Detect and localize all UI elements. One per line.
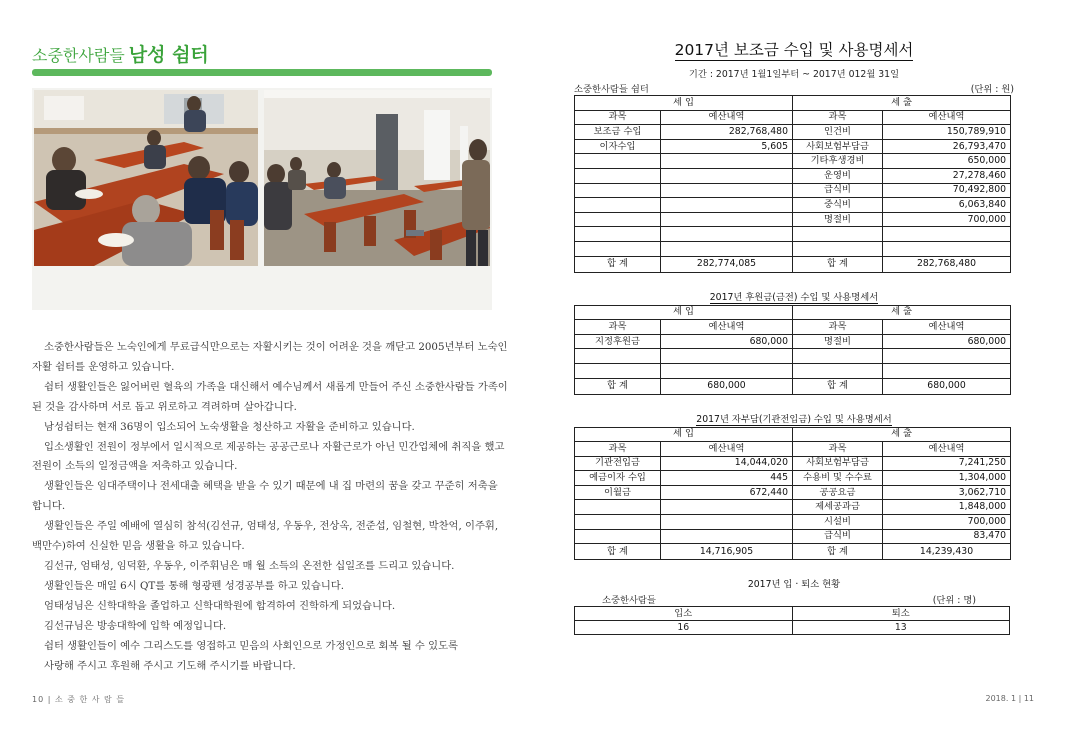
expense-item: 급식비 [793, 183, 883, 198]
table-row [575, 168, 1011, 183]
income-amount [661, 227, 793, 242]
expense-amount: 700,000 [883, 212, 1011, 227]
expense-total-label: 합 계 [793, 544, 883, 560]
statement-meta [574, 81, 1014, 95]
left-page [32, 40, 508, 672]
income-amount: 5,605 [661, 139, 793, 154]
income-item [575, 500, 661, 515]
income-amount [661, 168, 793, 183]
donation-ledger-table [574, 305, 1011, 395]
expense-item: 명절비 [793, 334, 883, 349]
ledger-header-expense: 세 출 [793, 96, 1011, 111]
table-row [575, 227, 1011, 242]
expense-amount: 83,470 [883, 529, 1011, 544]
statement-org: 소중한사람들 쉼터 [574, 84, 649, 95]
ledger-col-budget: 예산내역 [883, 442, 1011, 457]
table-row [575, 125, 1011, 140]
article-line: 소중한사람들은 노숙인에게 무료급식만으로는 자활시키는 것이 어려운 것을 깨닫고 2005년부터 노숙인 [44, 341, 508, 353]
dining-photo-left [34, 90, 258, 266]
table-row [575, 198, 1011, 213]
expense-amount: 27,278,460 [883, 168, 1011, 183]
ledger-header-row [575, 96, 1011, 111]
income-amount: 680,000 [661, 334, 793, 349]
ledger-col-item: 과목 [793, 320, 883, 335]
expense-amount: 26,793,470 [883, 139, 1011, 154]
ledger-header-expense: 세 출 [793, 427, 1011, 442]
income-item: 지정후원금 [575, 334, 661, 349]
expense-amount: 3,062,710 [883, 485, 1011, 500]
expense-amount: 700,000 [883, 515, 1011, 530]
article-line: 된 것을 감사하며 서로 돕고 위로하고 격려하며 살아갑니다. [32, 400, 297, 413]
expense-amount [883, 227, 1011, 242]
expense-item: 사회보험부담금 [793, 139, 883, 154]
ledger-col-budget: 예산내역 [883, 110, 1011, 125]
table-row [575, 500, 1011, 515]
expense-item: 시설비 [793, 515, 883, 530]
article-line: 생활인들은 매일 6시 QT를 통해 형광펜 성경공부를 하고 있습니다. [44, 579, 344, 592]
expense-item [793, 241, 883, 256]
expense-amount [883, 363, 1011, 378]
expense-item: 급식비 [793, 529, 883, 544]
ledger-header-expense: 세 출 [793, 305, 1011, 320]
article-line: 쉼터 생활인들은 잃어버린 혈육의 가족을 대신해서 예수님께서 새롭게 만들어 주신 소중한사람들 가족이 [44, 380, 508, 393]
title-underline-bar [32, 69, 492, 76]
admission-status-meta [574, 592, 1014, 606]
table-row [575, 363, 1011, 378]
table-row [575, 183, 1011, 198]
article-line: 김선규님은 방송대학에 입학 예정입니다. [44, 619, 227, 632]
income-total-label: 합 계 [575, 544, 661, 560]
income-amount: 672,440 [661, 485, 793, 500]
table-row [575, 456, 1011, 471]
admission-status-unit: (단위 : 명) [932, 595, 976, 607]
income-amount [661, 241, 793, 256]
expense-amount [883, 349, 1011, 364]
income-item: 이월금 [575, 485, 661, 500]
table-row [575, 241, 1011, 256]
ledger-col-budget: 예산내역 [661, 442, 793, 457]
statement-period: 기간 : 2017년 1월1일부터 ~ 2017년 012월 31일 [688, 69, 900, 80]
statement-title [574, 38, 1014, 60]
ledger-header-row [575, 305, 1011, 320]
ledger-header-income: 세 입 [575, 305, 793, 320]
table-row [575, 471, 1011, 486]
income-total-label: 합 계 [575, 256, 661, 272]
table-row [575, 139, 1011, 154]
ledger-column-row [575, 110, 1011, 125]
ledger-header-income: 세 입 [575, 96, 793, 111]
footer-right-page-number: 2018. 1 | 11 [985, 694, 1034, 703]
ledger-total-row [575, 378, 1011, 394]
expense-item: 중식비 [793, 198, 883, 213]
income-amount [661, 349, 793, 364]
ledger-col-item: 과목 [575, 110, 661, 125]
admission-status-table [574, 606, 1010, 635]
income-item [575, 349, 661, 364]
expense-amount: 7,241,250 [883, 456, 1011, 471]
right-page [574, 38, 1014, 635]
income-item [575, 241, 661, 256]
income-total-amount: 14,716,905 [661, 544, 793, 560]
income-item: 예금이자 수입 [575, 471, 661, 486]
title-main: 남성 쉼터 [128, 44, 209, 66]
income-item [575, 183, 661, 198]
article-body [32, 338, 508, 676]
income-item: 이자수입 [575, 139, 661, 154]
expense-item: 운영비 [793, 168, 883, 183]
expense-amount: 650,000 [883, 154, 1011, 169]
income-amount: 14,044,020 [661, 456, 793, 471]
donation-statement-title [574, 289, 1014, 305]
income-amount: 282,768,480 [661, 125, 793, 140]
expense-total-amount: 14,239,430 [883, 544, 1011, 560]
expense-item [793, 227, 883, 242]
statement-unit: (단위 : 원) [970, 84, 1014, 95]
income-amount [661, 183, 793, 198]
title-prefix: 소중한사람들 [32, 46, 125, 65]
income-item [575, 168, 661, 183]
income-amount: 445 [661, 471, 793, 486]
ledger-total-row [575, 544, 1011, 560]
expense-item: 사회보험부담금 [793, 456, 883, 471]
article-line: 엄태성님은 신학대학을 졸업하고 신학대학원에 합격하여 진학하게 되었습니다. [44, 599, 396, 612]
income-item [575, 515, 661, 530]
table-row [575, 529, 1011, 544]
self-funding-ledger-table [574, 427, 1011, 561]
ledger-header-income: 세 입 [575, 427, 793, 442]
ledger-column-row [575, 320, 1011, 335]
income-total-amount: 282,774,085 [661, 256, 793, 272]
expense-amount: 1,848,000 [883, 500, 1011, 515]
expense-item: 제세공과금 [793, 500, 883, 515]
article-line: 쉼터 생활인들이 예수 그리스도를 영접하고 믿음의 사회인으로 가정인으로 회복 될 수 있도록 [44, 639, 458, 652]
ledger-header-row [575, 427, 1011, 442]
income-amount [661, 500, 793, 515]
article-line: 사랑해 주시고 후원해 주시고 기도해 주시기를 바랍니다. [44, 659, 296, 672]
income-item [575, 198, 661, 213]
statement-title-text: 2017년 보조금 수입 및 사용명세서 [674, 41, 914, 59]
income-item [575, 529, 661, 544]
expense-amount: 150,789,910 [883, 125, 1011, 140]
income-amount [661, 515, 793, 530]
income-amount [661, 198, 793, 213]
ledger-col-item: 과목 [575, 442, 661, 457]
expense-amount: 680,000 [883, 334, 1011, 349]
footer-left-page-number: 10 | 소 중 한 사 람 들 [32, 695, 126, 704]
expense-amount: 70,492,800 [883, 183, 1011, 198]
article-line: 전원이 소득의 일정금액을 저축하고 있습니다. [32, 460, 238, 473]
dining-photo-right-image [264, 90, 490, 266]
ledger-col-budget: 예산내역 [661, 110, 793, 125]
dining-photo-left-image [34, 90, 258, 266]
expense-total-amount: 680,000 [883, 378, 1011, 394]
table-row [575, 212, 1011, 227]
income-total-amount: 680,000 [661, 378, 793, 394]
photo-panel [32, 88, 492, 310]
expense-amount: 6,063,840 [883, 198, 1011, 213]
expense-item: 기타후생경비 [793, 154, 883, 169]
expense-total-amount: 282,768,480 [883, 256, 1011, 272]
expense-item [793, 363, 883, 378]
expense-item: 명절비 [793, 212, 883, 227]
table-row [575, 485, 1011, 500]
ledger-total-row [575, 256, 1011, 272]
admission-val-in: 16 [575, 621, 793, 635]
donation-statement-title-text: 2017년 후원금(금전) 수입 및 사용명세서 [709, 291, 879, 303]
article-line: 생활인들은 임대주택이나 전세대출 혜택을 받을 수 있기 때문에 내 집 마련의 꿈을 갖고 꾸준히 저축을 [44, 480, 498, 493]
ledger-col-budget: 예산내역 [661, 320, 793, 335]
admission-status-title: 2017년 입 · 퇴소 현황 [747, 579, 841, 591]
subsidy-ledger-table [574, 95, 1011, 273]
admission-status-org: 소중한사람들 [602, 595, 656, 607]
table-row [575, 515, 1011, 530]
expense-total-label: 합 계 [793, 378, 883, 394]
dining-photo-right [264, 90, 490, 266]
admission-col-out: 퇴소 [792, 607, 1010, 621]
expense-item: 수용비 및 수수료 [793, 471, 883, 486]
table-row [575, 334, 1011, 349]
article-line: 남성쉼터는 현재 36명이 입소되어 노숙생활을 청산하고 자활을 준비하고 있습니다. [44, 420, 415, 433]
income-amount [661, 529, 793, 544]
table-row [575, 154, 1011, 169]
article-line: 자활 쉼터를 운영하고 있습니다. [32, 360, 175, 373]
ledger-col-item: 과목 [793, 442, 883, 457]
income-total-label: 합 계 [575, 378, 661, 394]
income-amount [661, 212, 793, 227]
expense-item: 공공요금 [793, 485, 883, 500]
income-item: 기관전입금 [575, 456, 661, 471]
ledger-col-budget: 예산내역 [883, 320, 1011, 335]
income-item: 보조금 수입 [575, 125, 661, 140]
income-item [575, 212, 661, 227]
expense-item: 인건비 [793, 125, 883, 140]
income-item [575, 363, 661, 378]
income-amount [661, 363, 793, 378]
expense-item [793, 349, 883, 364]
income-item [575, 227, 661, 242]
ledger-col-item: 과목 [793, 110, 883, 125]
article-line: 합니다. [32, 500, 66, 513]
self-funding-statement-title-text: 2017년 자부담(기관전입금) 수입 및 사용명세서 [696, 413, 892, 425]
expense-total-label: 합 계 [793, 256, 883, 272]
article-line: 김선규, 엄태성, 임덕환, 우동우, 이주휘님은 매 월 소득의 온전한 십일조를 드리고 있습니다. [44, 559, 455, 572]
admission-col-in: 입소 [575, 607, 793, 621]
expense-amount: 1,304,000 [883, 471, 1011, 486]
ledger-col-item: 과목 [575, 320, 661, 335]
expense-amount [883, 241, 1011, 256]
article-line: 입소생활인 전원이 정부에서 일시적으로 제공하는 공공근로나 자활근로가 아닌 민간업체에 취직을 했고 [44, 440, 505, 453]
ledger-column-row [575, 442, 1011, 457]
article-line: 백만수)하여 신실한 믿음 생활을 하고 있습니다. [32, 540, 245, 553]
self-funding-statement-title [574, 411, 1014, 427]
article-line: 생활인들은 주일 예배에 열심히 참석(김선규, 엄태성, 우동우, 전상옥, 전준섭, 임철현, 박찬억, 이주휘, [44, 520, 499, 533]
income-amount [661, 154, 793, 169]
income-item [575, 154, 661, 169]
page-title [32, 40, 492, 68]
table-row [575, 349, 1011, 364]
admission-val-out: 13 [792, 621, 1010, 635]
